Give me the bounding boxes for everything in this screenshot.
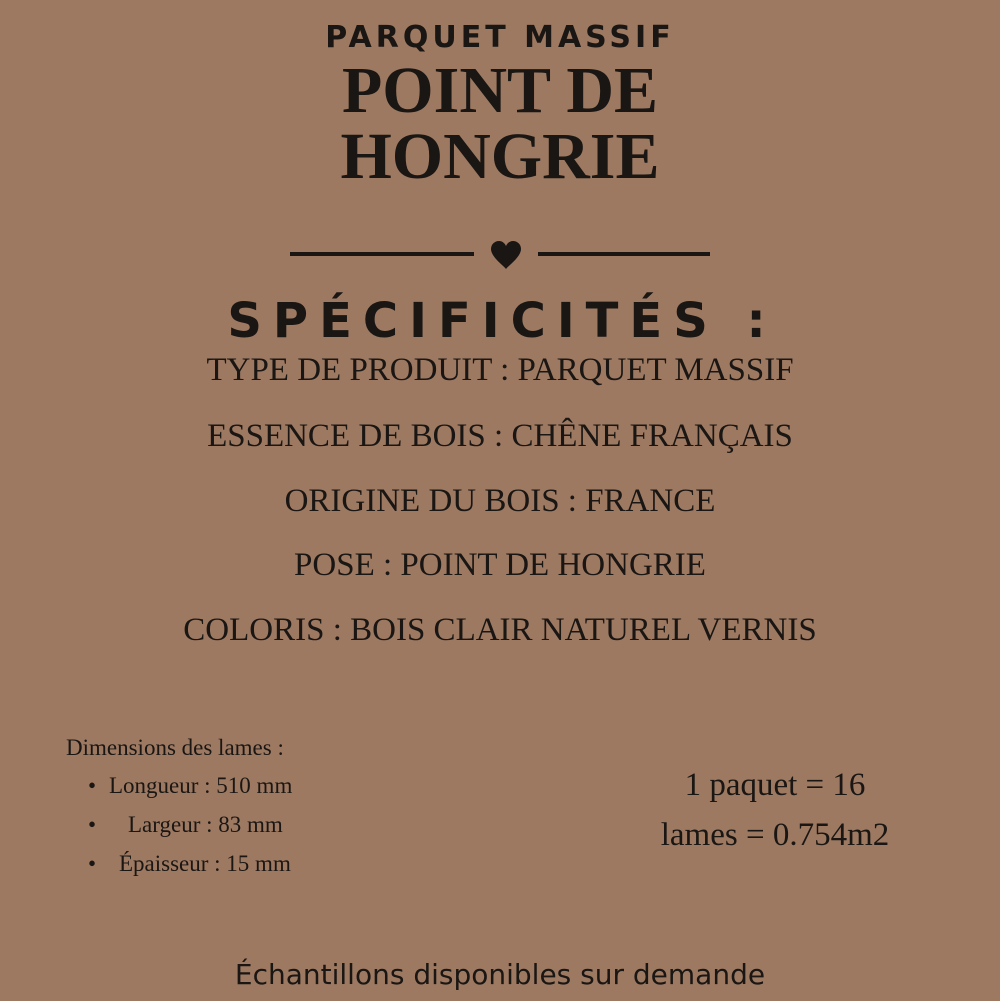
package-line-1: 1 paquet = 16 — [684, 767, 866, 803]
dimension-thickness: Épaisseur : 15 mm — [119, 851, 291, 876]
dimension-length: Longueur : 510 mm — [109, 773, 293, 798]
bullet-icon: • — [88, 812, 97, 837]
list-item — [66, 844, 486, 883]
spec-line: COLORIS : BOIS CLAIR NATUREL VERNIS — [183, 612, 817, 648]
ornament-divider — [290, 236, 710, 272]
bullet-icon: • — [88, 773, 97, 798]
package-info — [600, 760, 950, 860]
specifications-heading: SPÉCIFICITÉS : — [227, 293, 777, 349]
heart-icon — [490, 240, 522, 270]
dimensions-list — [66, 766, 486, 883]
list-item — [66, 805, 486, 844]
product-title-line-2: HONGRIE — [340, 120, 660, 193]
product-title-line-1: POINT DE — [341, 54, 658, 127]
spec-line: ORIGINE DU BOIS : FRANCE — [284, 483, 716, 519]
dimension-width: Largeur : 83 mm — [128, 812, 283, 837]
divider-line-left — [290, 252, 474, 256]
package-line-2: lames = 0.754m2 — [660, 817, 890, 853]
dimensions-block — [66, 732, 486, 883]
bullet-icon: • — [88, 851, 97, 876]
divider-line-right — [538, 252, 710, 256]
product-title — [0, 54, 1000, 193]
spec-line: POSE : POINT DE HONGRIE — [294, 547, 706, 583]
spec-line: TYPE DE PRODUIT : PARQUET MASSIF — [206, 352, 794, 388]
spec-line: ESSENCE DE BOIS : CHÊNE FRANÇAIS — [207, 418, 793, 454]
list-item — [66, 766, 486, 805]
product-category: PARQUET MASSIF — [325, 20, 675, 55]
samples-notice: Échantillons disponibles sur demande — [234, 958, 766, 991]
dimensions-label: Dimensions des lames : — [66, 735, 284, 760]
